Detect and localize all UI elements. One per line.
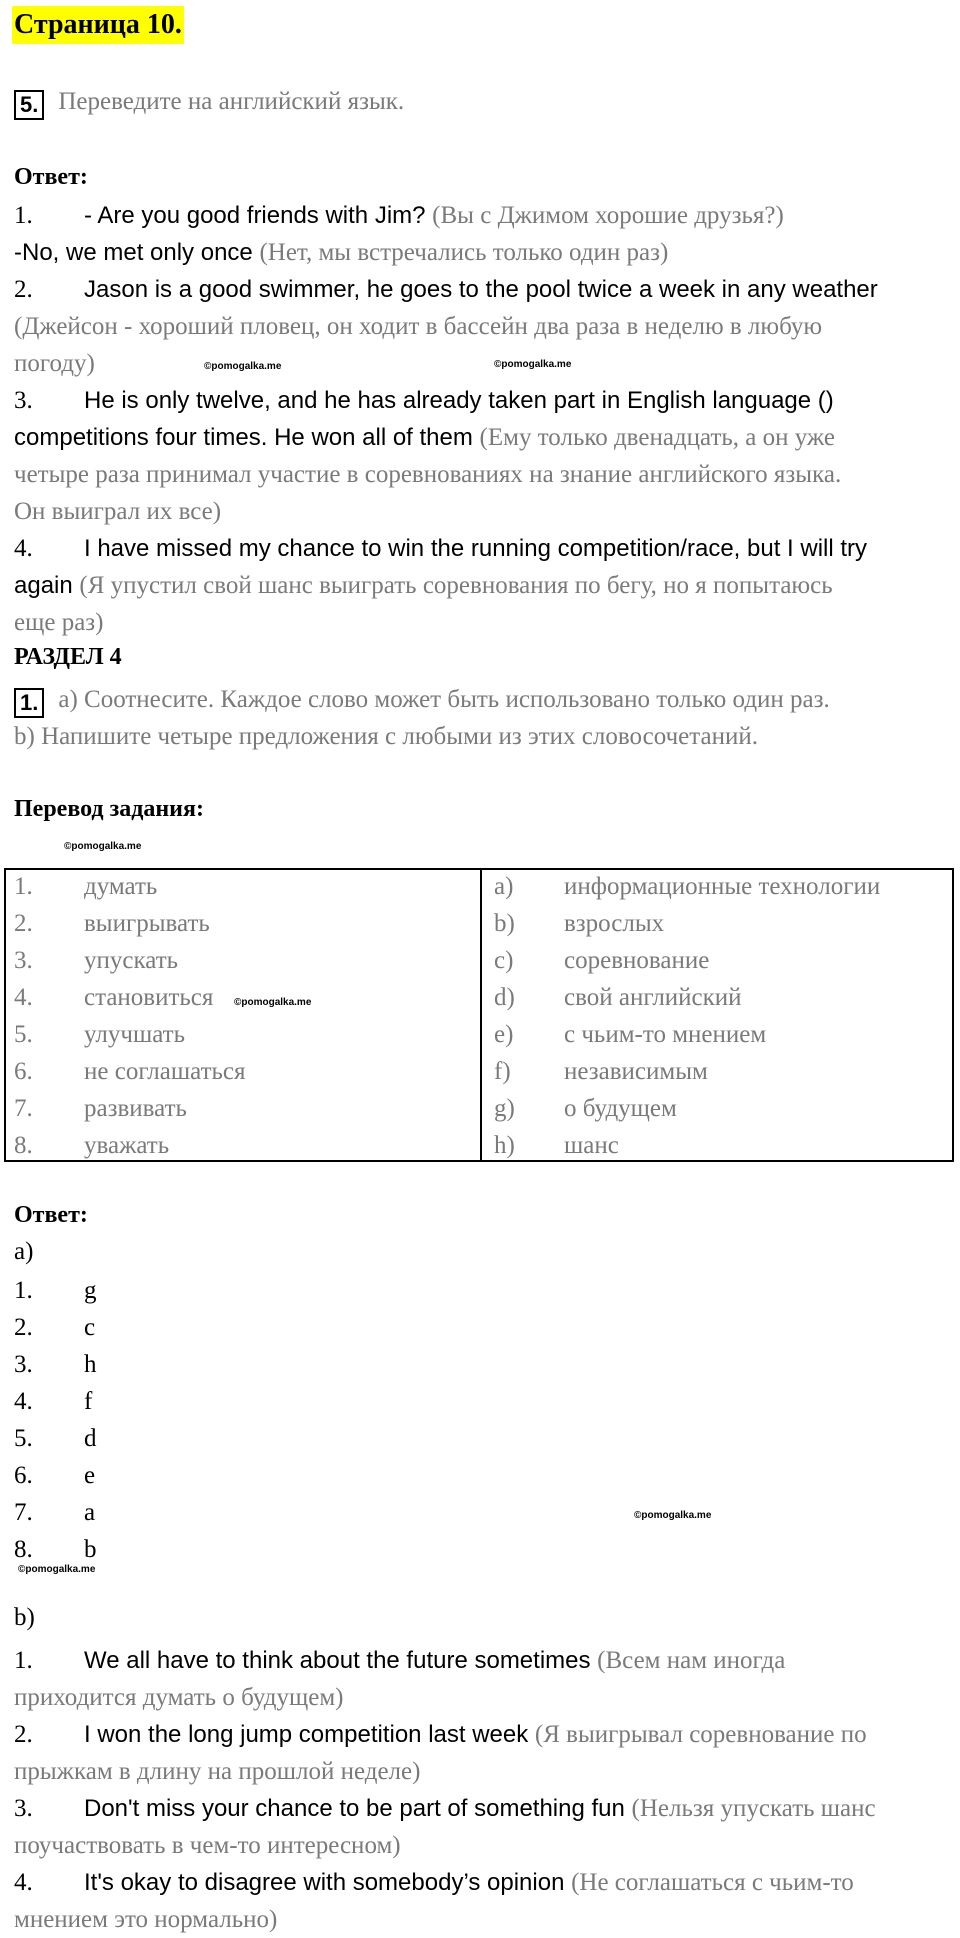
answer-row xyxy=(14,1346,97,1383)
row-word: упускать xyxy=(84,947,179,974)
table-row xyxy=(494,905,664,942)
text-line xyxy=(14,1753,420,1790)
text-line xyxy=(14,382,834,419)
exercise-5-header xyxy=(14,88,404,120)
text-line xyxy=(14,1790,876,1827)
table-row xyxy=(494,1090,677,1127)
item-number: 4. xyxy=(14,1869,33,1896)
answer-letter: b xyxy=(84,1536,97,1563)
answer-row xyxy=(14,1457,95,1494)
row-label: 5. xyxy=(14,1021,33,1048)
item-number: 7. xyxy=(14,1499,33,1526)
text-line xyxy=(14,1642,785,1679)
item-number: 4. xyxy=(14,535,33,562)
row-word: думать xyxy=(84,873,158,900)
answer-letter: f xyxy=(84,1388,93,1415)
item-number: 3. xyxy=(14,1351,33,1378)
text-line xyxy=(14,234,668,271)
answer-letter: c xyxy=(84,1314,96,1341)
item-number: 5. xyxy=(14,1425,33,1452)
watermark: ©pomogalka.me xyxy=(64,841,142,852)
row-word: выигрывать xyxy=(84,910,210,937)
row-label: 2. xyxy=(14,910,33,937)
translation-heading: Перевод задания: xyxy=(14,796,204,822)
item-number: 4. xyxy=(14,1388,33,1415)
russian-translation: Он выиграл их все) xyxy=(14,498,222,525)
answer-row xyxy=(14,1272,97,1309)
row-word: уважать xyxy=(84,1132,170,1159)
table-row xyxy=(14,1090,187,1127)
row-word: не соглашаться xyxy=(84,1058,246,1085)
exercise-task-b: b) Напишите четыре предложения с любыми из этих словосочетаний. xyxy=(14,723,758,750)
english-text: - Are you good friends with Jim? xyxy=(84,202,433,229)
answer-row xyxy=(14,1494,95,1531)
answer-row xyxy=(14,1383,92,1420)
watermark: ©pomogalka.me xyxy=(494,359,572,370)
exercise-number: 1. xyxy=(14,688,44,718)
russian-translation: четыре раза принимал участие в соревнованиях на знание английского языка. xyxy=(14,461,842,488)
russian-translation: (Нельзя упускать шанс xyxy=(631,1795,876,1822)
russian-translation: (Я выигрывал соревнование по xyxy=(534,1721,867,1748)
table-row xyxy=(14,868,157,905)
row-label: h) xyxy=(494,1132,515,1159)
text-line xyxy=(14,308,822,345)
row-word: с чьим-то мнением xyxy=(564,1021,767,1048)
table-row xyxy=(494,942,709,979)
watermark: ©pomogalka.me xyxy=(204,361,282,372)
russian-translation: (Не соглашаться с чьим-то xyxy=(571,1869,854,1896)
english-text: -No, we met only once xyxy=(14,239,260,266)
text-line xyxy=(14,493,221,530)
english-text: again xyxy=(14,572,80,599)
table-row xyxy=(494,979,742,1016)
answer-letter: e xyxy=(84,1462,96,1489)
row-word: информационные технологии xyxy=(564,873,881,900)
row-label: g) xyxy=(494,1095,515,1122)
item-number: 3. xyxy=(14,1795,33,1822)
russian-translation: (Джейсон - хороший пловец, он ходит в бассейн два раза в неделю в любую xyxy=(14,313,823,340)
english-text: I have missed my chance to win the running competition/race, but I will try xyxy=(84,535,868,562)
text-line xyxy=(14,1679,343,1716)
russian-translation: погоду) xyxy=(14,350,95,377)
text-line xyxy=(14,1716,867,1753)
text-line xyxy=(14,1827,401,1864)
row-label: e) xyxy=(494,1021,514,1048)
russian-translation: мнением это нормально) xyxy=(14,1906,278,1933)
text-line xyxy=(14,567,833,604)
russian-translation: (Нет, мы встречались только один раз) xyxy=(259,239,669,266)
row-label: 6. xyxy=(14,1058,33,1085)
table-row xyxy=(494,1053,708,1090)
text-line xyxy=(14,197,784,234)
row-word: становиться xyxy=(84,984,214,1011)
item-number: 1. xyxy=(14,202,33,229)
item-number: 3. xyxy=(14,387,33,414)
russian-translation: (Вы с Джимом хорошие друзья?) xyxy=(432,202,784,229)
item-number: 8. xyxy=(14,1536,33,1563)
item-number: 2. xyxy=(14,1721,33,1748)
russian-translation: (Я упустил свой шанс выиграть соревнования по бегу, но я попытаюсь xyxy=(79,572,833,599)
russian-translation: поучаствовать в чем-то интересном) xyxy=(14,1832,401,1859)
text-line xyxy=(14,1864,854,1901)
row-label: a) xyxy=(494,873,514,900)
row-word: развивать xyxy=(84,1095,187,1122)
row-word: независимым xyxy=(564,1058,708,1085)
row-label: b) xyxy=(494,910,515,937)
exercise-number: 5. xyxy=(14,90,44,120)
item-number: 1. xyxy=(14,1277,33,1304)
part-a-label: a) xyxy=(14,1238,34,1265)
english-text: competitions four times. He won all of them xyxy=(14,424,480,451)
watermark: ©pomogalka.me xyxy=(18,1564,96,1575)
russian-translation: (Всем нам иногда xyxy=(597,1647,786,1674)
row-label: d) xyxy=(494,984,515,1011)
exercise-1-header xyxy=(14,686,830,718)
english-text: We all have to think about the future sometimes xyxy=(84,1647,598,1674)
table-row xyxy=(14,979,213,1016)
watermark: ©pomogalka.me xyxy=(634,1510,712,1521)
text-line xyxy=(14,271,878,308)
watermark: ©pomogalka.me xyxy=(234,997,312,1008)
exercise-task: Переведите на английский язык. xyxy=(58,88,405,115)
table-row xyxy=(14,1053,246,1090)
row-word: взрослых xyxy=(564,910,665,937)
row-label: 8. xyxy=(14,1132,33,1159)
item-number: 6. xyxy=(14,1462,33,1489)
table-row xyxy=(494,1127,619,1164)
answer-row xyxy=(14,1420,97,1457)
row-word: шанс xyxy=(564,1132,619,1159)
matching-table xyxy=(4,868,954,1162)
answer-heading-2: Ответ: xyxy=(14,1202,88,1228)
table-row xyxy=(14,942,178,979)
row-word: свой английский xyxy=(564,984,742,1011)
table-row xyxy=(494,868,880,905)
item-number: 1. xyxy=(14,1647,33,1674)
answer-row xyxy=(14,1531,97,1568)
row-label: 4. xyxy=(14,984,33,1011)
english-text: Jason is a good swimmer, he goes to the pool twice a week in any weather xyxy=(84,276,878,303)
russian-translation: еще раз) xyxy=(14,609,104,636)
english-text: He is only twelve, and he has already taken part in English language () xyxy=(84,387,834,414)
table-row xyxy=(14,1016,185,1053)
row-label: f) xyxy=(494,1058,511,1085)
row-word: улучшать xyxy=(84,1021,185,1048)
item-number: 2. xyxy=(14,1314,33,1341)
text-line xyxy=(14,345,95,382)
table-divider xyxy=(480,870,482,1160)
russian-translation: приходится думать о будущем) xyxy=(14,1684,344,1711)
row-label: 3. xyxy=(14,947,33,974)
answer-letter: h xyxy=(84,1351,97,1378)
russian-translation: (Ему только двенадцать, а он уже xyxy=(479,424,835,451)
section-heading: РАЗДЕЛ 4 xyxy=(14,644,122,670)
row-label: 7. xyxy=(14,1095,33,1122)
part-b-label: b) xyxy=(14,1604,35,1631)
answer-heading: Ответ: xyxy=(14,164,88,190)
table-row xyxy=(14,905,210,942)
table-row xyxy=(494,1016,766,1053)
item-number: 2. xyxy=(14,276,33,303)
text-line xyxy=(14,456,841,493)
answer-letter: g xyxy=(84,1277,97,1304)
text-line xyxy=(14,419,835,456)
row-word: о будущем xyxy=(564,1095,677,1122)
english-text: Don't miss your chance to be part of something fun xyxy=(84,1795,632,1822)
page-title: Страница 10. xyxy=(12,6,184,44)
text-line xyxy=(14,1901,277,1938)
row-label: 1. xyxy=(14,873,33,900)
text-line xyxy=(14,530,867,567)
row-word: соревнование xyxy=(564,947,710,974)
row-label: c) xyxy=(494,947,514,974)
exercise-task-a: а) Соотнесите. Каждое слово может быть использовано только один раз. xyxy=(58,686,830,713)
text-line xyxy=(14,604,104,641)
table-row xyxy=(14,1127,169,1164)
russian-translation: прыжкам в длину на прошлой неделе) xyxy=(14,1758,421,1785)
english-text: It's okay to disagree with somebody’s opinion xyxy=(84,1869,572,1896)
answer-letter: a xyxy=(84,1499,96,1526)
english-text: I won the long jump competition last week xyxy=(84,1721,535,1748)
answer-letter: d xyxy=(84,1425,97,1452)
answer-row xyxy=(14,1309,95,1346)
